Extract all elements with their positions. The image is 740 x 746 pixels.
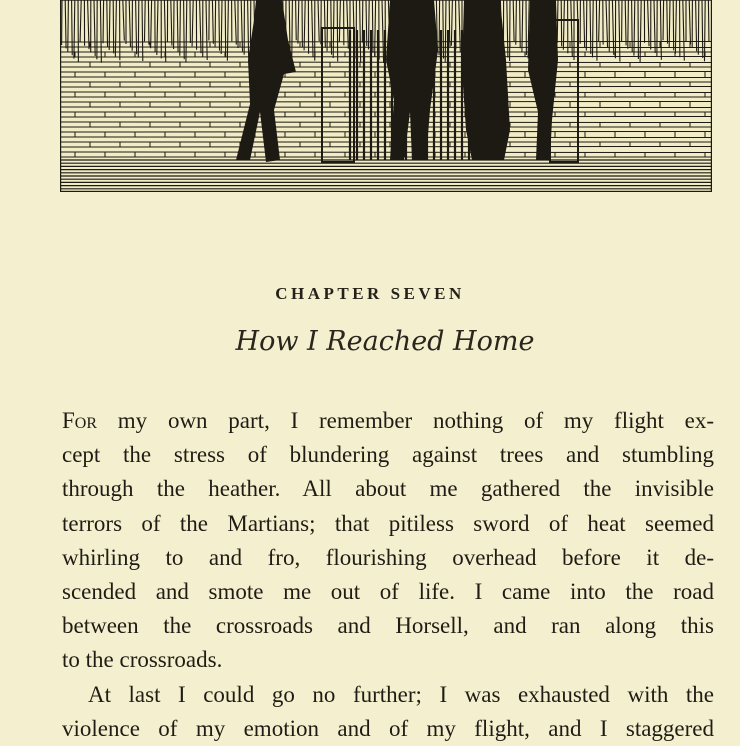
paragraph-1-line-7: between the crossroads and Horsell, and ran along this [62,609,714,643]
paragraph-1-line-1 [62,404,714,438]
paragraph-1-line-8: to the crossroads. [62,643,714,677]
paragraph-2-line-2: violence of my emotion and of my flight, and I staggered [62,712,714,746]
paragraph-1-line-2: cept the stress of blundering against trees and stumbling [62,438,714,472]
body-text [62,404,714,746]
chapter-number: CHAPTER SEVEN [0,284,740,304]
paragraph-1-line-5: whirling to and fro, flourishing overhead before it de- [62,541,714,575]
line-text: my own part, I remember nothing of my flight ex- [118,408,714,433]
drop-word: For [62,408,97,433]
paragraph-1-line-4: terrors of the Martians; that pitiless sword of heat seemed [62,507,714,541]
paragraph-1-line-3: through the heather. All about me gathered the invisible [62,472,714,506]
paragraph-2-line-1: At last I could go no further; I was exhausted with the [62,678,714,712]
paragraph-1-line-6: scended and smote me out of life. I came into the road [62,575,714,609]
engraving-illustration [60,0,712,192]
chapter-title: How I Reached Home [0,326,740,357]
